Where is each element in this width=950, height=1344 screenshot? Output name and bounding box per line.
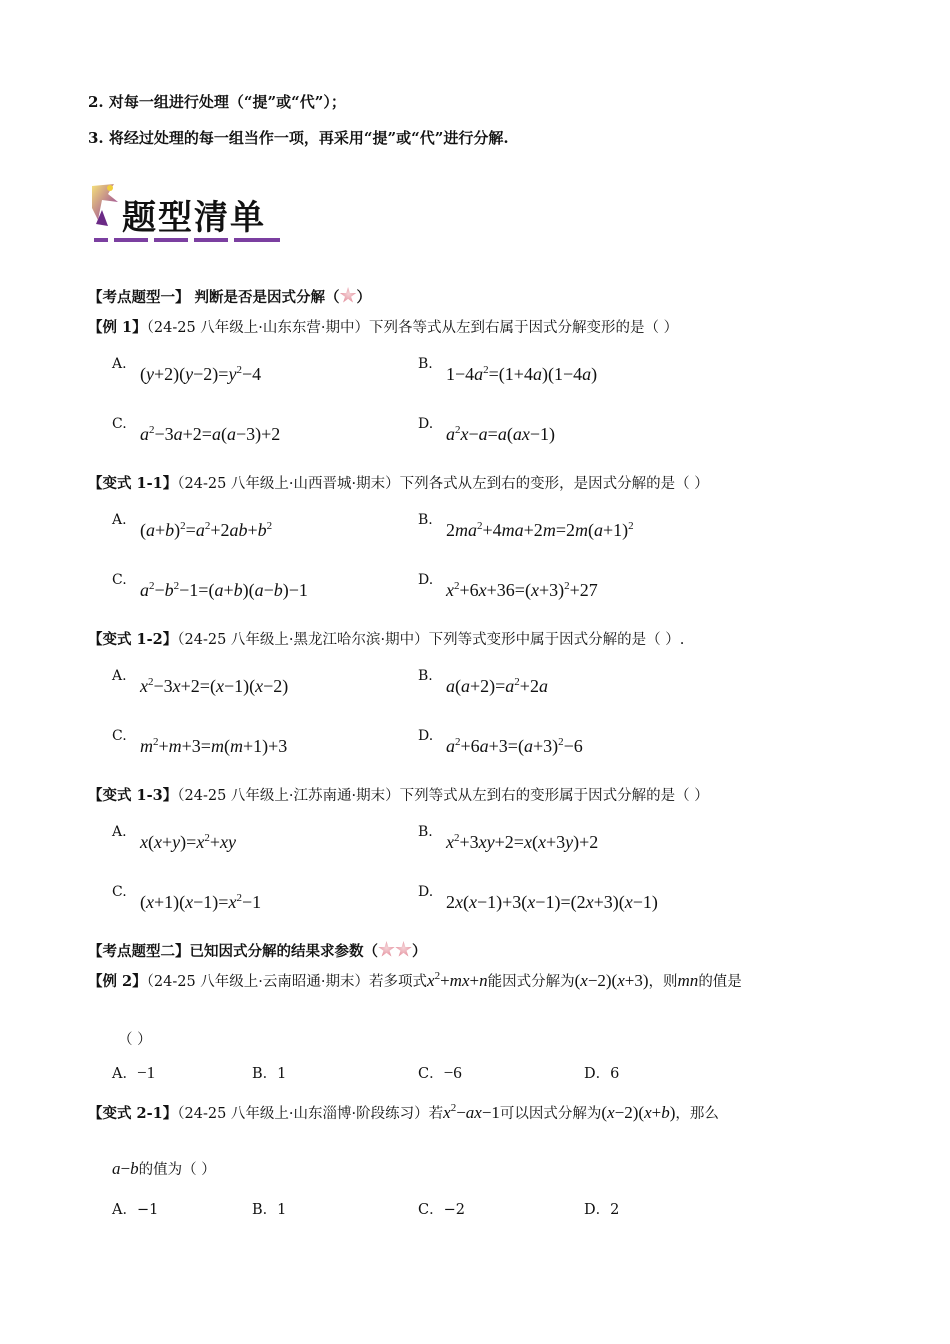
q21-option-c: C．−2 [418,1202,465,1218]
difficulty-star-icon [395,941,412,958]
q2-polynomial: $x^2+mx+n$ [427,970,488,990]
q1-option-b-label: B. [418,356,433,372]
q12-option-d-label: D. [418,728,434,744]
q21-option-a: A．−1 [112,1202,159,1218]
question-2: 【例 2】（24-25 八年级上·云南昭通·期末）若多项式$x^2+mx+n$能因式分解为(x−2)(x+3)，则mn的值是 [88,970,742,990]
q21-factored: (x−2)(x+b) [601,1103,676,1122]
q2-mn: mn [677,971,699,990]
q2-option-a: A．−1 [112,1063,156,1082]
q13-option-a-label: A. [112,824,127,840]
difficulty-star-icon [378,941,395,958]
q13-option-b: $x^2+3xy+2=x(x+3y)+2$ [446,832,599,852]
q11-option-d-label: D. [418,572,434,588]
question-1-3: 【变式 1-3】（24-25 八年级上·江苏南通·期末）下列等式从左到右的变形属于因式分解的是（ ） [88,787,709,804]
q13-option-b-label: B. [418,824,433,840]
question-1: 【例 1】（24-25 八年级上·山东东营·期中）下列各等式从左到右属于因式分解变形的是（ ） [88,319,679,336]
q21-option-b: B．1 [252,1202,287,1218]
q1-option-d-label: D. [418,416,434,432]
q12-option-a: $x^2-3x+2=(x-1)(x-2)$ [140,676,289,696]
q1-option-b: $1-4a^2=(1+4a)(1-4a)$ [446,364,598,384]
q13-option-c: $(x+1)(x-1)=x^2-1$ [140,892,262,912]
q12-option-d: $a^2+6a+3=(a+3)^2-6$ [446,736,583,756]
q2-option-d: D．6 [584,1066,620,1082]
q11-option-b-label: B. [418,512,433,528]
question-2-1-cont: a−b的值为（ ） [112,1159,216,1178]
q11-option-c-label: C. [112,572,127,588]
q1-option-c: $a^2-3a+2=a(a-3)+2$ [140,424,281,444]
q12-option-b: $a(a+2)=a^2+2a$ [446,676,548,696]
section-2-heading: 【考点题型二】已知因式分解的结果求参数（ ） [88,943,427,960]
difficulty-star-icon [340,287,357,304]
q1-option-a: $(y+2)(y-2)=y^2-4$ [140,364,262,384]
q21-a-minus-b: a−b [112,1159,139,1178]
q2-factored: (x−2)(x+3) [574,971,649,990]
q1-option-d: $a^2x-a=a(ax-1)$ [446,424,555,444]
q21-option-d: D．2 [584,1202,620,1218]
q2-option-c: C．−6 [418,1063,462,1082]
q2-answer-blank: （ ） [118,1032,152,1048]
q12-option-a-label: A. [112,668,127,684]
q13-option-c-label: C. [112,884,127,900]
q12-option-c-label: C. [112,728,127,744]
q1-option-a-label: A. [112,356,127,372]
step-3: 3. 将经过处理的每一组当作一项，再采用“提”或“代”进行分解. [88,129,509,147]
q11-option-a-label: A. [112,512,127,528]
q13-option-d: 2x(x−1)+3(x−1)=(2x+3)(x−1) [446,892,658,912]
q11-option-d: $x^2+6x+36=(x+3)^2+27$ [446,580,598,600]
q12-option-c: $m^2+m+3=m(m+1)+3$ [140,736,288,756]
q11-option-a: $(a+b)^2=a^2+2ab+b^2$ [140,520,273,540]
q11-option-c: $a^2-b^2-1=(a+b)(a-b)-1$ [140,580,308,600]
q2-option-b: B．1 [252,1066,287,1082]
wizard-icon [92,184,118,220]
q12-option-b-label: B. [418,668,433,684]
step-2: 2. 对每一组进行处理（“提”或“代”）； [88,93,346,111]
question-1-1: 【变式 1-1】（24-25 八年级上·山西晋城·期末）下列各式从左到右的变形，是因式分解的是（ ） [88,475,709,492]
banner-title: 题型清单 [122,198,266,238]
q11-option-b: $2ma^2+4ma+2m=2m(a+1)^2$ [446,520,634,540]
section-1-heading: 【考点题型一】 判断是否是因式分解（ ） [88,289,372,306]
question-2-1: 【变式 2-1】（24-25 八年级上·山东淄博·阶段练习）若$x^2-ax-1$可以因式分解为(x−2)(x+b)，那么 [88,1102,719,1122]
q21-polynomial: $x^2-ax-1$ [443,1102,500,1122]
q13-option-d-label: D. [418,884,434,900]
section-banner [88,180,288,250]
q1-option-c-label: C. [112,416,127,432]
q13-option-a: $x(x+y)=x^2+xy$ [140,832,236,852]
question-1-2: 【变式 1-2】（24-25 八年级上·黑龙江哈尔滨·期中）下列等式变形中属于因式分解的是（ ）. [88,631,685,648]
